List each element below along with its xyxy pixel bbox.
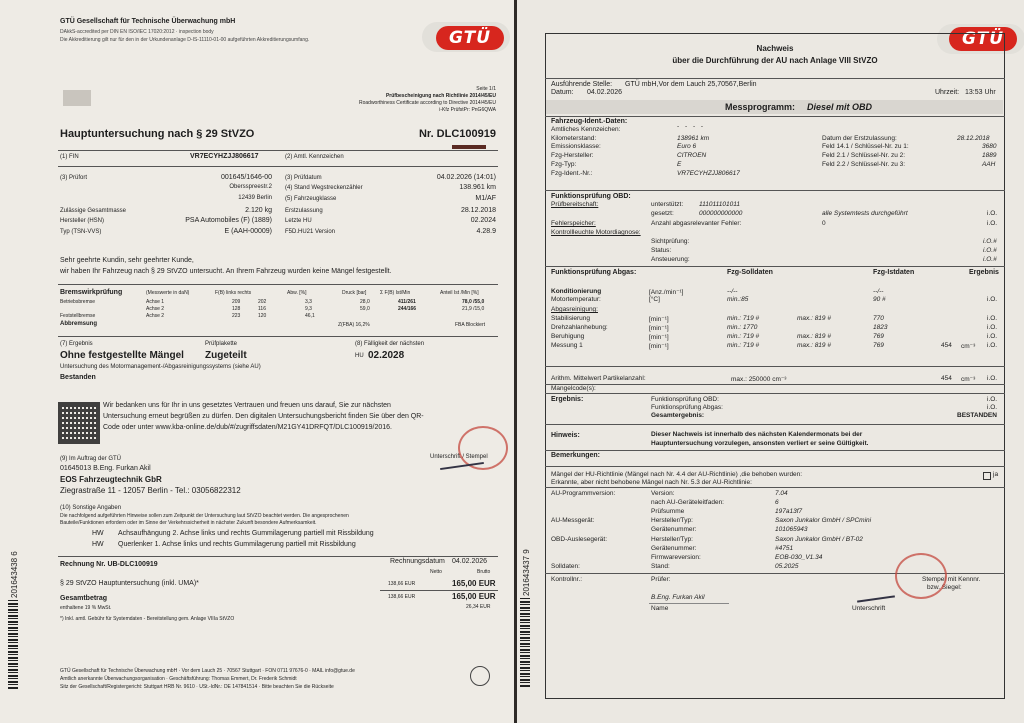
km-value: 138.961 km [459, 184, 496, 191]
brake-abw: 46,1 [305, 313, 315, 319]
device-value: 6 [775, 499, 779, 507]
mil-row-label: Ansteuerung: [651, 256, 690, 263]
device-label: AU-Messgerät: [551, 517, 595, 525]
fz-label: Fzg-Hersteller: [551, 152, 594, 159]
fz-label: Fzg-Ident.-Nr.: [551, 170, 593, 177]
fin-label: (1) FIN [60, 154, 79, 160]
fz-value2: 3680 [982, 143, 997, 150]
obd-gesetzt-label: gesetzt: [651, 210, 674, 217]
abgas-row-max: max.: 819 # [797, 342, 831, 349]
pruefort-value: 001645/1646-00 [221, 174, 272, 181]
obd-unterst-label: unterstützt: [651, 201, 684, 208]
footer-emblem-icon [470, 666, 490, 686]
side-number: 201643438 6 [10, 551, 19, 598]
ja-checkbox[interactable] [983, 472, 991, 480]
fz-value: VR7ECYHZJJ806617 [677, 170, 740, 177]
hinweis-label: Hinweis: [551, 432, 580, 439]
device-label: Solldaten: [551, 562, 580, 570]
brake-head-druck: Druck [bar] [342, 290, 367, 296]
brake-head-ant: Anteil Ist /Min [%] [440, 290, 479, 296]
fz-value: CITROEN [677, 152, 707, 159]
ist-label: Fzg-Istdaten [873, 269, 915, 276]
abgas-row-result: i.O. [987, 315, 998, 322]
kontroll-label: Kontrollnr.: [551, 576, 583, 583]
arith-max: max.: 250000 cm⁻³ [731, 376, 787, 383]
ergebnis-value: Ohne festgestellte Mängel [60, 350, 184, 361]
messprogramm-label: Messprogramm: [725, 102, 796, 112]
abgas-title: Funktionsprüfung Abgas: [551, 269, 637, 276]
abgas-row-unit2: cm⁻³ [961, 343, 976, 350]
brake-right: 120 [258, 313, 267, 319]
abgas-row-result: i.O. [987, 333, 998, 340]
uhrzeit-value: 13:53 Uhr [965, 89, 996, 96]
brake-title: Bremswirkprüfung [60, 289, 123, 296]
device-sub: Hersteller/Typ: [651, 517, 693, 525]
fz-label: Kilometerstand: [551, 135, 597, 142]
hersteller-label: Hersteller (HSN) [60, 218, 105, 224]
pruefort-city: 12439 Berlin [238, 195, 272, 201]
cert-title-1: Nachweis [756, 44, 794, 53]
faelligkeit-hu: HU [355, 353, 364, 359]
invoice-number: Rechnung Nr. UB-DLC100919 [60, 561, 158, 568]
company-header: GTÜ Gesellschaft für Technische Überwachung mbH [60, 18, 236, 25]
brake-ant: 21,9 /15,0 [462, 306, 485, 312]
abgas-row-unit: [Anz./min⁻¹] [649, 289, 684, 296]
datum-label: Datum: [551, 89, 574, 96]
sonstige-text-2: Bauteile/Funktionen erfordern oder im Sinne der Verkehrssicherheit in nächster Zukunft besondere Aufmerksamkeit. [60, 520, 317, 526]
erg-title: Ergebnis: [551, 396, 584, 403]
abgas-row-label: Drehzahlanhebung: [551, 324, 608, 331]
hint-code: HW [92, 530, 104, 537]
abgas-row-soll: min.: 719 # [727, 315, 760, 322]
sonstige-label: (10) Sonstige Angaben [60, 505, 122, 511]
abgas-row-result: i.O. [987, 296, 998, 303]
fz-label2: Feld 2.1 / Schlüssel-Nr. zu 2: [822, 152, 906, 159]
fz-value: E [677, 161, 682, 168]
stempel-label-1: Stempel mit Kennnr. [922, 576, 981, 583]
total-label: Gesamtbetrag [60, 595, 108, 602]
mil-row-label: Sichtprüfung: [651, 238, 690, 245]
stelle-label: Ausführende Stelle: [551, 81, 613, 88]
abgas-row-soll: min.: 1770 [727, 324, 758, 331]
abgas-row-max: max.: 819 # [797, 315, 831, 322]
messprogramm-value: Diesel mit OBD [807, 102, 873, 112]
netto-label: Netto [430, 569, 442, 575]
masse-value: 2.120 kg [245, 207, 272, 214]
au-certificate-sheet [517, 0, 1024, 723]
device-value: Saxon Junkalor GmbH / SPCmini [775, 517, 872, 525]
abgas-row-label: Messung 1 [551, 342, 583, 349]
maengel-label: Mangelcode(s): [551, 385, 596, 392]
fz-label: Emissionsklasse: [551, 143, 601, 150]
abgas-row-ist: --/-- [873, 288, 884, 295]
firm-name: EOS Fahrzeugtechnik GbR [60, 475, 162, 484]
km-label: (4) Stand Wegstreckenzähler [285, 185, 363, 191]
pruefdatum-value: 04.02.2026 (14:01) [436, 174, 496, 181]
brutto-label: Brutto [477, 569, 491, 575]
mil-row-label: Status: [651, 247, 672, 254]
greeting-1: Sehr geehrte Kundin, sehr geehrter Kunde, [60, 257, 194, 264]
fz-label: Amtliches Kennzeichen: [551, 126, 621, 133]
device-sub: Hersteller/Typ: [651, 535, 693, 543]
fz-title: Fahrzeug-Ident.-Daten: [551, 118, 628, 125]
device-value: EOB-030_V1.34 [775, 553, 823, 561]
erg-row-label: Funktionsprüfung OBD: [651, 396, 719, 403]
report-number: Nr. DLC100919 [418, 128, 496, 140]
pruefdatum-label: (3) Prüfdatum [285, 175, 322, 181]
mwst-value: 26,34 EUR [466, 604, 491, 610]
arith-label: Arithm. Mittelwert Partikelanzahl: [551, 375, 646, 382]
total-netto: 138,66 EUR [388, 594, 416, 600]
fz-value2: 1889 [982, 152, 997, 159]
abgas-row-label: Motortemperatur: [551, 296, 601, 303]
footnote: *) Inkl. amtl. Gebühr für Systemdaten - Bereitstellung gem. Anlage VIIIa StVZO [60, 616, 235, 622]
thanks-line-1: Wir bedanken uns für Ihr in uns gesetztes Vertrauen und freuen uns darauf, Sie zur nächsten [103, 402, 391, 409]
mangel-line-2: Erkannte, aber nicht behobene Mängel nach Nr. 5.3 der AU-Richtlinie: [551, 479, 752, 486]
bemerk-label: Bemerkungen: [551, 452, 601, 459]
letzte-hu-label: Letzte HU [285, 218, 312, 224]
erg-row-label: Funktionsprüfung Abgas: [651, 404, 723, 411]
abgas-row-soll: min.: 719 # [727, 333, 760, 340]
abgas-row-soll: --/-- [727, 288, 738, 295]
abgas-row-ist: 769 [873, 333, 884, 340]
obd-title: Funktionsprüfung OBD: [551, 193, 631, 200]
hint-code: HW [92, 541, 104, 548]
ergebnis-label: (7) Ergebnis [60, 341, 93, 347]
brake-druck: 59,0 [360, 306, 370, 312]
gesamt-value: BESTANDEN [957, 412, 997, 419]
brake-axle: Achse 2 [146, 306, 165, 312]
barcode [520, 598, 530, 688]
fz-label2: Datum der Erstzulassung: [822, 135, 897, 142]
invoice-date-label: Rechnungsdatum [390, 558, 445, 565]
fehler-label: Fehlerspeicher: [551, 220, 596, 227]
brake-druck: 28,0 [360, 299, 370, 305]
pruefplakette-value: Zugeteilt [205, 350, 247, 361]
obd-bereit-label: Prüfbereitschaft: [551, 201, 599, 208]
abgas-row-unit: [min⁻¹] [649, 316, 669, 323]
brake-right: 116 [258, 306, 266, 312]
faelligkeit-value: 02.2028 [368, 350, 405, 361]
invoice-item-netto: 138,66 EUR [388, 581, 416, 587]
klasse-label: (5) Fahrzeugklasse [285, 196, 337, 202]
accreditation-line: Die Akkreditierung gilt nur für den in der Urkundenanlage D-IS-11110-01-00 aufgeführten Akkreditierungsumfang. [60, 37, 310, 43]
brake-left: 209 [232, 299, 241, 305]
erg-row-value: i.O. [987, 404, 998, 411]
fz-label2: Feld 2.2 / Schlüssel-Nr. zu 3: [822, 161, 906, 168]
abgas-row-unit: [min⁻¹] [649, 334, 669, 341]
greeting-2: wir haben Ihr Fahrzeug nach § 29 StVZO untersucht. An Ihrem Fahrzeug wurden keine Mängel festgestellt. [60, 268, 392, 275]
cert-line-1: Prüfbescheinigung nach Richtlinie 2014/45/EU [385, 93, 496, 99]
erg-row-value: i.O. [987, 396, 998, 403]
pruefort-label: (3) Prüfort [60, 175, 88, 181]
erstzul-label: Erstzulassung [285, 208, 323, 214]
stamp-label: Unterschrift / Stempel [430, 454, 488, 460]
thanks-line-2: Untersuchung erneut begrüßen zu dürfen. Den digitalen Untersuchungsbericht finden Sie über den QR- [103, 413, 424, 420]
abgas-row-ist: 1823 [873, 324, 888, 331]
brake-left: 223 [232, 313, 241, 319]
typ-label: Typ (TSN-VVS) [60, 229, 102, 235]
brake-name: Betriebsbremse [60, 299, 96, 305]
firm-address: Ziegrastraße 11 - 12057 Berlin - Tel.: 03056822312 [60, 486, 241, 495]
sonstige-text-1: Die nachfolgend aufgeführten Hinweise sollen zum Zeitpunkt der Untersuchung laut StVZO beachtet werden. Die angesprochenen [60, 513, 349, 519]
page-number: Seite 1/1 [476, 86, 496, 92]
brake-abw: 3,3 [305, 299, 312, 305]
fz-label2: Feld 14.1 / Schlüssel-Nr. zu 1: [822, 143, 909, 150]
mangel-line-1: Mängel der HU-Richtlinie (Mängel nach Nr. 4.4 der AU-Richtlinie) ,die behoben wurden: [551, 471, 803, 478]
pruefort-street: Obersspreestr.2 [229, 184, 272, 190]
klasse-value: M1/AF [475, 195, 496, 202]
abgas-row-unit: [min⁻¹] [649, 325, 669, 332]
fz-value: 138961 km [677, 135, 710, 142]
device-value: #4751 [775, 544, 794, 552]
abgas-row-label: Abgasreinigung: [551, 306, 598, 313]
pruefplakette-label: Prüfplakette [205, 341, 238, 347]
abgas-value: Bestanden [60, 374, 96, 381]
invoice-item-brutto: 165,00 EUR [452, 579, 496, 588]
hinweis-line-2: Hauptuntersuchung vorzulegen, ansonsten verliert er seine Gültigkeit. [651, 440, 869, 447]
fz-value2: AAH [982, 161, 996, 168]
typ-value: E (AAH-00009) [224, 228, 272, 235]
mil-label: Kontrollleuchte Motordiagnose: [551, 229, 641, 236]
fz-value2: 28.12.2018 [957, 135, 990, 142]
qr-code[interactable] [58, 402, 100, 444]
abgas-row-unit: [°C] [649, 296, 660, 303]
brake-left: 128 [232, 306, 241, 312]
gtue-logo: GTÜ [436, 26, 504, 50]
device-value: 101065943 [775, 526, 808, 534]
mil-row-value: i.O.# [983, 238, 997, 245]
brake-right: 202 [258, 299, 267, 305]
gtue-logo: GTÜ [949, 27, 1017, 51]
mwst-label: enthaltene 19 % MwSt. [60, 605, 112, 611]
abbremsung-label: Abbremsung [60, 321, 98, 327]
pruefer-name: 01645013 B.Eng. Furkan Akil [60, 465, 151, 472]
device-sub: Prüfsumme [651, 508, 685, 516]
abgas-line: Untersuchung des Motormanagement-/Abgasreinigungssystems (siehe AU) [60, 364, 261, 370]
device-sub: Version: [651, 490, 675, 497]
stempel-label-2: bzw. Siegel: [927, 584, 962, 591]
footer-line-1: GTÜ Gesellschaft für Technische Überwachung mbH · Vor dem Lauch 25 · 70567 Stuttgart · FON 0711 97676-0 · MAIL info@gtue.de [60, 668, 355, 674]
auftrag-label: (9) Im Auftrag der GTÜ [60, 456, 122, 462]
footer-line-3: Sitz der Gesellschaft/Registergericht: Stuttgart HRB Nr. 9610 · USt.-IdNr.: DE 147841514 · Bitte beachten Sie die Rückseite [60, 684, 334, 690]
fehler-text: Anzahl abgasrelevanter Fehler: [651, 220, 742, 227]
brake-ant: 78,0 /55,0 [462, 299, 485, 305]
obd-system: alle Systemtests durchgeführt [822, 210, 908, 217]
dakks-line: DAkkS-accredited per DIN EN ISO/IEC 17020:2012 · inspection body [60, 29, 214, 35]
hinweis-line-1: Dieser Nachweis ist innerhalb des nächsten Kalendermonats bei der [651, 431, 863, 438]
brake-head-f: F(B) links rechts [215, 290, 252, 296]
device-value: 7.04 [775, 490, 788, 497]
plate-value: - - - - [677, 123, 706, 130]
brake-axle: Achse 2 [146, 313, 165, 319]
fin-value: VR7ECYHZJJ806617 [190, 153, 259, 160]
mil-row-value: i.O.# [983, 247, 997, 254]
unterschrift-label: Unterschrift [852, 605, 886, 612]
device-value: Saxon Junkalor GmbH / BT-02 [775, 535, 863, 543]
abgas-row-extra: 454 [941, 342, 952, 349]
fehler-io: i.O. [987, 220, 998, 227]
plate-label: (2) Amtl. Kennzeichen [285, 154, 344, 160]
abgas-row-unit: [min⁻¹] [649, 343, 669, 350]
abgas-row-label: Stabilisierung [551, 315, 591, 322]
thanks-line-3[interactable]: Code oder unter www.kba-online.de/dub/#/zugriffsdaten/M21GY41DRFQT/DLC100919/2016. [103, 424, 392, 431]
cert-title-2: über die Durchführung der AU nach Anlage VIII StVZO [672, 56, 878, 65]
version-value: 4.28.9 [476, 228, 496, 235]
side-number: 201643437 9 [522, 549, 531, 596]
device-label: OBD-Auslesegerät: [551, 535, 607, 543]
abgas-row-ist: 90 # [873, 296, 886, 303]
brake-head-mw: (Messwerte in daN) [146, 290, 190, 296]
stamp-seal [895, 553, 947, 599]
device-label: AU-Programmversion: [551, 490, 616, 497]
abgas-row-ist: 770 [873, 315, 884, 322]
invoice-item: § 29 StVZO Hauptuntersuchung (inkl. UMA)* [60, 580, 199, 587]
device-sub: Gerätenummer: [651, 544, 697, 552]
letzte-hu-value: 02.2024 [470, 217, 496, 224]
version-label: F5D.HU21 Version [285, 229, 336, 235]
pruefer-name: B.Eng. Furkan Akil [651, 594, 705, 601]
uhrzeit-label: Uhrzeit: [935, 89, 960, 96]
mil-row-value: i.O.# [983, 256, 997, 263]
device-value: 05.2025 [775, 562, 799, 570]
obd-unterst-value: 111011101011 [699, 201, 740, 208]
ja-label: ja [993, 471, 999, 478]
brake-abw: 9,3 [305, 306, 312, 312]
brake-sum: 411/261 [398, 299, 416, 305]
brake-head-sum: Σ F(B) Ist/Min [380, 290, 411, 296]
device-sub: nach AU-Geräteleitfaden: [651, 499, 724, 507]
zfba-value: Z(FBA) 16,2% [338, 322, 370, 328]
abgas-row-result: i.O. [987, 324, 998, 331]
gesamt-label: Gesamtergebnis: [651, 412, 705, 419]
cert-line-2: Roadworthiness Certificate according to Directive 2014/45/EU [358, 100, 496, 106]
name-label: Name [651, 605, 669, 612]
device-sub: Stand: [651, 562, 670, 570]
abgas-row-label: Konditionierung [551, 288, 602, 295]
device-sub: Gerätenummer: [651, 526, 697, 534]
brake-name: Feststellbremse [60, 313, 96, 319]
fba-value: FBA Blockiert [455, 322, 486, 328]
report-number-bar [452, 145, 486, 149]
hersteller-value: PSA Automobiles (F) (1889) [185, 217, 272, 224]
arith-value: 454 [941, 375, 952, 382]
brake-head-abw: Abw. [%] [287, 290, 307, 296]
hint-text: Querlenker 1. Achse links und rechts Gummilagerung partiell mit Rissbildung [118, 541, 356, 548]
fz-label: Fzg-Typ: [551, 161, 577, 168]
stelle-value: GTÜ mbH,Vor dem Lauch 25,70567,Berlin [625, 81, 757, 88]
footer-line-2: Amtlich anerkannte Überwachungsorganisation · Geschäftsführung: Thomas Emmert, Dr. Frederik Schmidt [60, 676, 297, 682]
arith-res: i.O. [987, 375, 998, 382]
report-title: Hauptuntersuchung nach § 29 StVZO [60, 128, 255, 140]
abgas-row-soll: min.: 719 # [727, 342, 760, 349]
erstzul-value: 28.12.2018 [460, 207, 496, 214]
abgas-row-label: Beruhigung [551, 333, 585, 340]
abgas-row-soll: min.:85 [727, 296, 749, 303]
device-sub: Firmwareversion: [651, 553, 701, 561]
hint-text: Achsaufhängung 2. Achse links und rechts Gummilagerung partiell mit Rissbildung [118, 530, 374, 537]
abgas-row-ist: 769 [873, 342, 884, 349]
obd-gesetzt-value: 000000000000 [699, 210, 743, 217]
datum-value: 04.02.2026 [587, 89, 623, 96]
arith-unit: cm⁻³ [961, 376, 976, 383]
soll-label: Fzg-Solldaten [727, 269, 773, 276]
total-brutto: 165,00 EUR [452, 592, 496, 601]
masse-label: Zulässige Gesamtmasse [60, 208, 127, 214]
ergebnis-col: Ergebnis [969, 269, 999, 276]
brake-sum: 244/166 [398, 306, 417, 312]
barcode [8, 600, 18, 690]
fehler-value: 0 [822, 220, 826, 227]
obd-io: i.O. [987, 210, 998, 217]
cert-line-3: i-Kfz PrüfstPr: PnG6QWA [439, 107, 496, 113]
faelligkeit-label: (8) Fälligkeit der nächsten [355, 341, 425, 347]
brake-axle: Achse 1 [146, 299, 165, 305]
device-value: 197a13f7 [775, 508, 803, 516]
abgas-row-max: max.: 819 # [797, 333, 831, 340]
redaction-box [63, 90, 91, 106]
pruefer-label: Prüfer: [651, 576, 671, 583]
invoice-date: 04.02.2026 [452, 558, 488, 565]
fz-value: Euro 6 [677, 143, 697, 150]
abgas-row-result: i.O. [987, 342, 998, 349]
